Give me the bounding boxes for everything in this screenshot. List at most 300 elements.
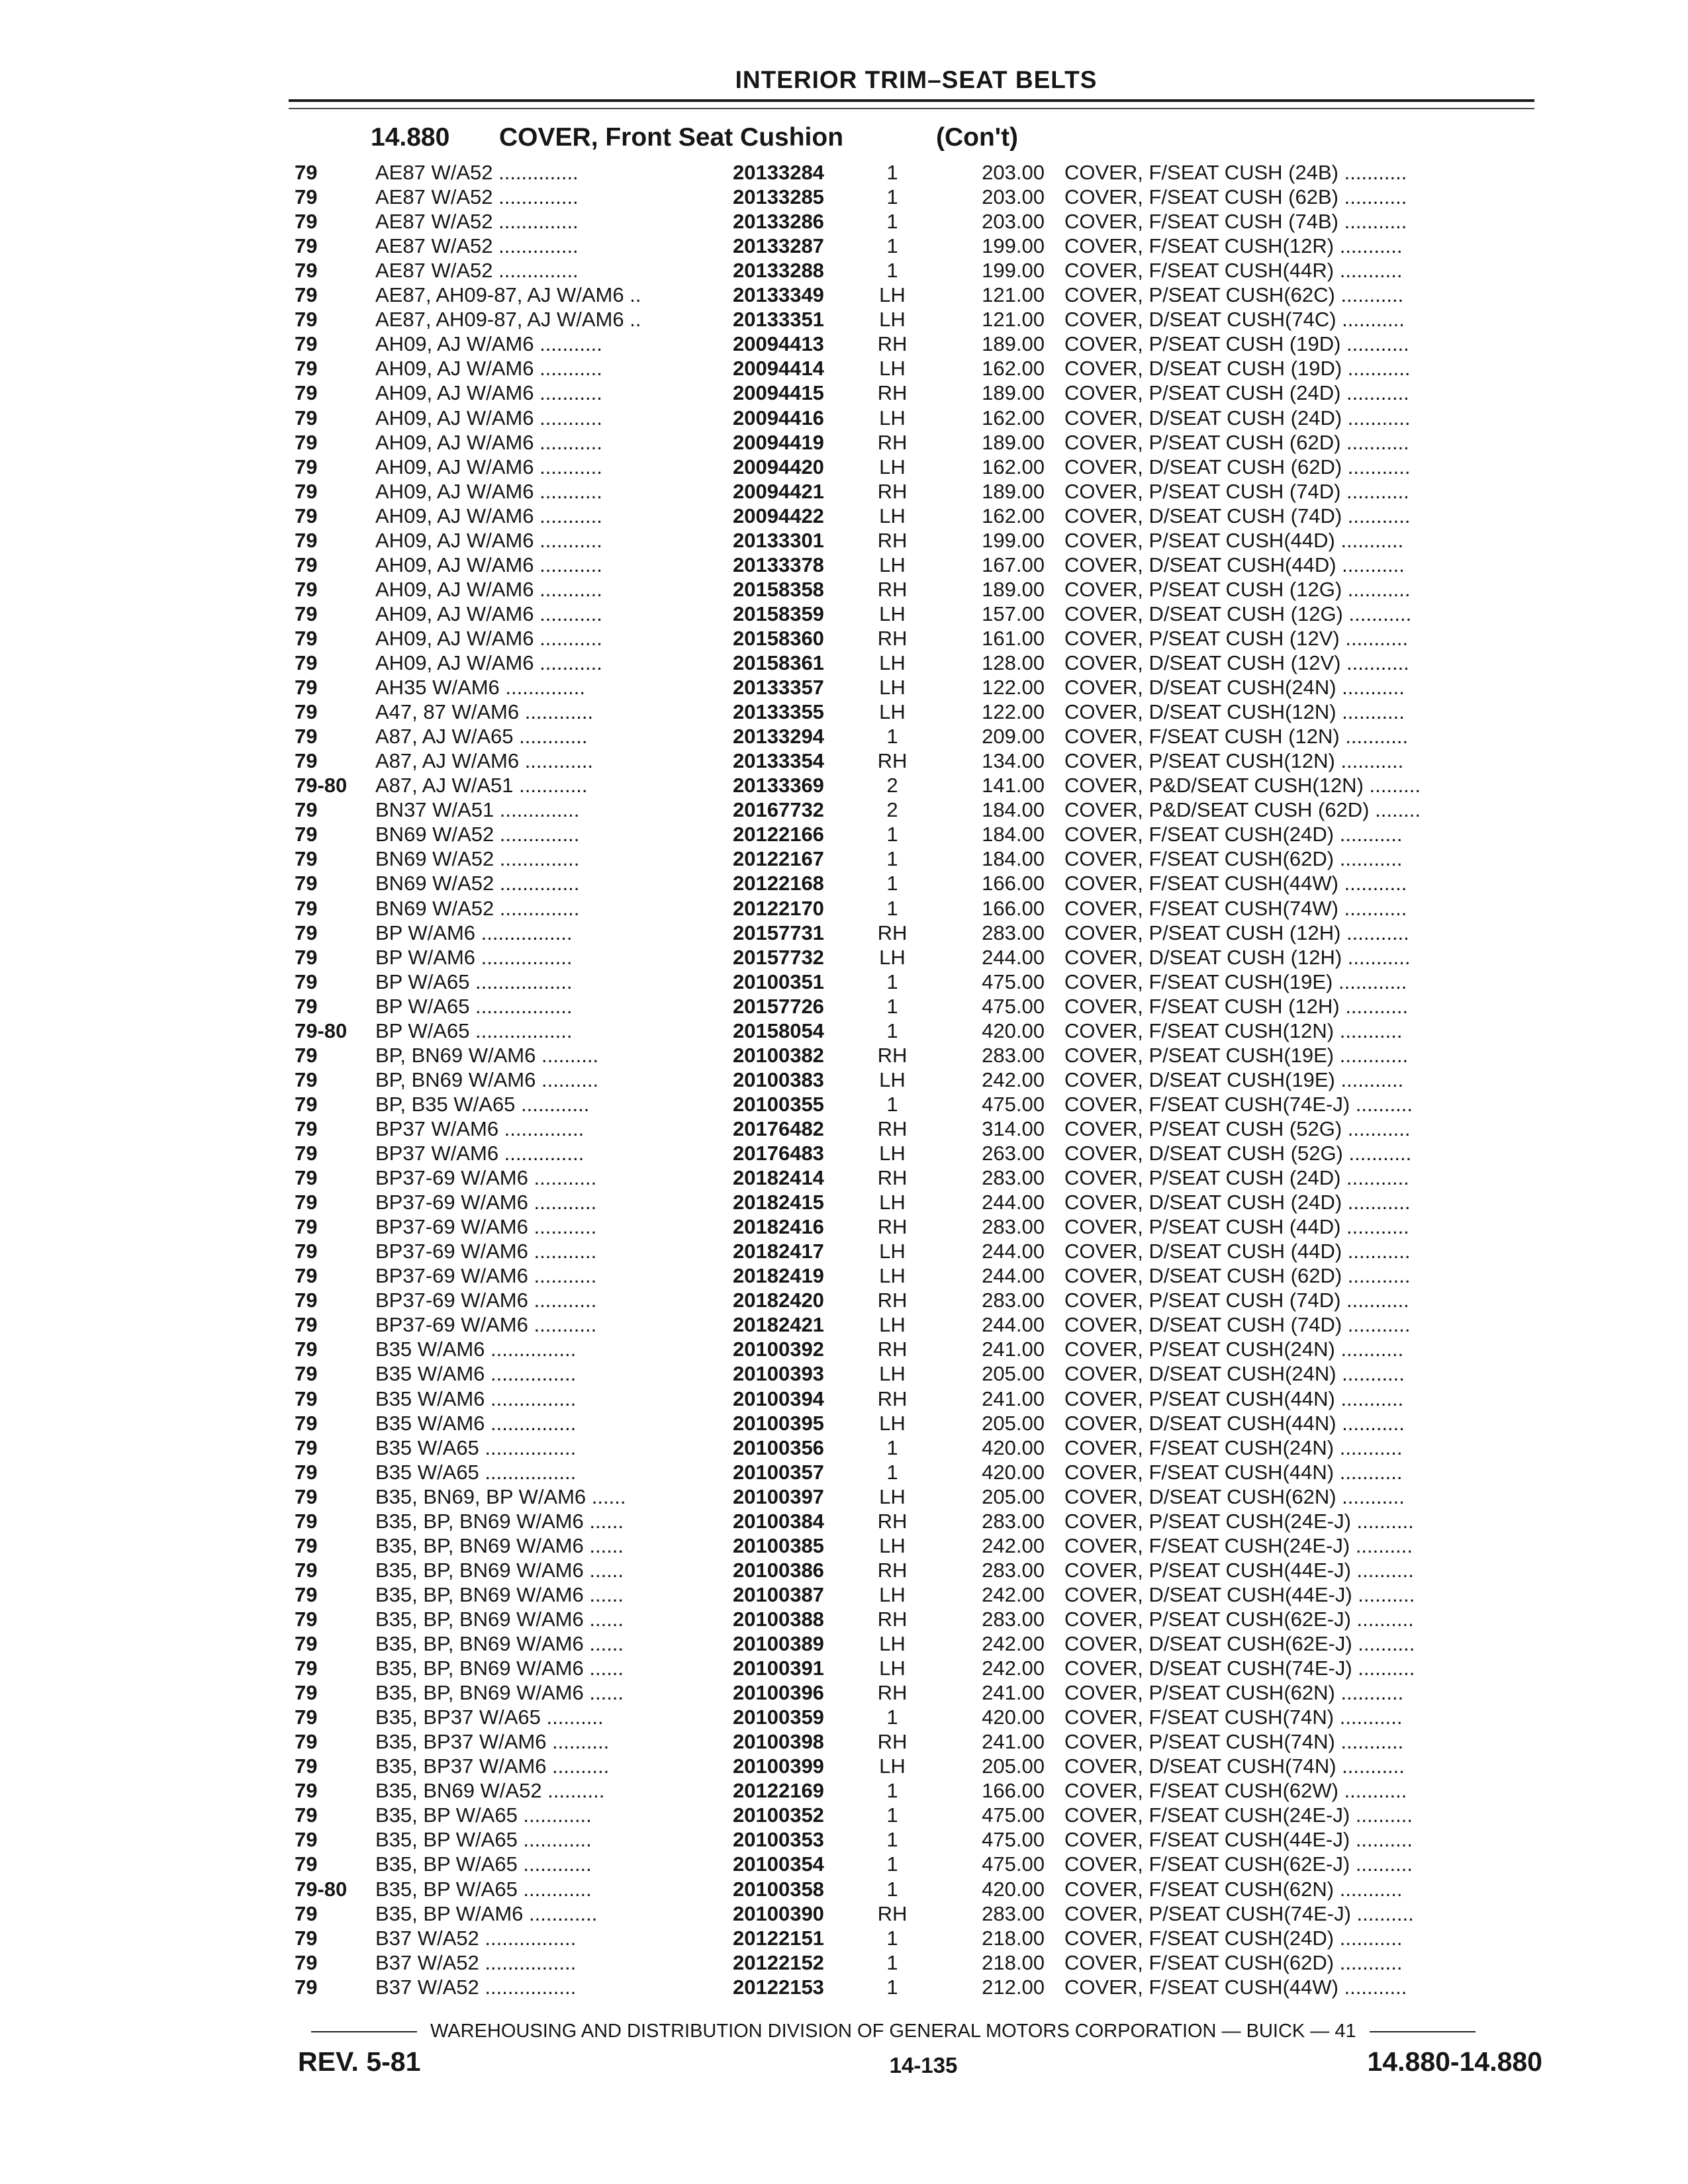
row-year: 79: [295, 1828, 318, 1852]
row-description: COVER, F/SEAT CUSH(24E-J) ..........: [1064, 1803, 1413, 1827]
row-description: COVER, P/SEAT CUSH(74E-J) ..........: [1064, 1901, 1414, 1925]
row-price: 420.00: [982, 1877, 1045, 1901]
row-part-number: 20133285: [733, 185, 824, 209]
row-quantity: 1: [886, 1460, 898, 1484]
row-quantity: 1: [886, 1803, 898, 1827]
row-model: AH09, AJ W/AM6 ...........: [375, 430, 602, 454]
table-row: [0, 1411, 1688, 1435]
row-model: B35, BP W/A65 ............: [375, 1852, 592, 1876]
row-price: 162.00: [982, 357, 1045, 381]
row-price: 209.00: [982, 725, 1045, 749]
row-quantity: RH: [877, 1730, 908, 1754]
row-description: COVER, P/SEAT CUSH (12G) ...........: [1064, 577, 1411, 601]
row-part-number: 20176483: [733, 1142, 824, 1165]
row-year: 79: [295, 1533, 318, 1557]
row-price: 242.00: [982, 1582, 1045, 1606]
row-quantity: LH: [879, 1657, 906, 1680]
row-description: COVER, D/SEAT CUSH (74D) ...........: [1064, 504, 1411, 527]
row-price: 189.00: [982, 430, 1045, 454]
row-year: 79: [295, 1191, 318, 1214]
row-year: 79: [295, 283, 318, 307]
row-price: 283.00: [982, 1558, 1045, 1582]
row-description: COVER, D/SEAT CUSH (62D) ...........: [1064, 1264, 1411, 1288]
row-year: 79-80: [295, 1877, 348, 1901]
row-description: COVER, P/SEAT CUSH(44N) ...........: [1064, 1387, 1404, 1410]
row-model: B37 W/A52 ................: [375, 1950, 577, 1974]
row-price: 283.00: [982, 1215, 1045, 1239]
row-description: COVER, D/SEAT CUSH(74N) ...........: [1064, 1754, 1405, 1778]
row-model: A47, 87 W/AM6 ............: [375, 700, 594, 724]
row-year: 79: [295, 1607, 318, 1631]
table-row: [0, 797, 1688, 822]
row-quantity: 2: [886, 774, 898, 797]
row-model: BP, BN69 W/AM6 ..........: [375, 1068, 599, 1091]
row-description: COVER, P&D/SEAT CUSH(12N) .........: [1064, 774, 1421, 797]
row-quantity: RH: [877, 1289, 908, 1312]
row-price: 244.00: [982, 1191, 1045, 1214]
row-part-number: 20133288: [733, 259, 824, 283]
row-quantity: 1: [886, 234, 898, 258]
row-part-number: 20133284: [733, 161, 824, 184]
row-year: 79-80: [295, 1019, 348, 1042]
row-model: AH09, AJ W/AM6 ...........: [375, 381, 602, 405]
row-model: B35, BP W/A65 ............: [375, 1803, 592, 1827]
continued-label: (Con't): [936, 123, 1019, 152]
row-price: 283.00: [982, 1289, 1045, 1312]
row-price: 218.00: [982, 1950, 1045, 1974]
row-model: B35, BP W/AM6 ............: [375, 1901, 598, 1925]
row-part-number: 20122153: [733, 1975, 824, 1999]
section-heading: [371, 123, 1018, 152]
table-row: [0, 651, 1688, 675]
row-part-number: 20133351: [733, 308, 824, 332]
row-price: 203.00: [982, 210, 1045, 234]
row-quantity: LH: [879, 945, 906, 969]
row-year: 79: [295, 1681, 318, 1705]
row-year: 79: [295, 994, 318, 1018]
row-model: B35, BP W/A65 ............: [375, 1877, 592, 1901]
table-row: [0, 1754, 1688, 1778]
row-part-number: 20122169: [733, 1779, 824, 1803]
table-row: [0, 1729, 1688, 1754]
row-quantity: RH: [877, 1166, 908, 1190]
row-part-number: 20100357: [733, 1460, 824, 1484]
row-price: 157.00: [982, 602, 1045, 625]
row-price: 205.00: [982, 1484, 1045, 1508]
table-row: [0, 1312, 1688, 1337]
table-row: [0, 1926, 1688, 1950]
row-price: 134.00: [982, 749, 1045, 773]
row-description: COVER, F/SEAT CUSH (12N) ...........: [1064, 725, 1409, 749]
row-part-number: 20122152: [733, 1950, 824, 1974]
row-price: 283.00: [982, 1607, 1045, 1631]
row-price: 244.00: [982, 1264, 1045, 1288]
row-description: COVER, F/SEAT CUSH (24B) ...........: [1064, 161, 1407, 184]
row-year: 79: [295, 1901, 318, 1925]
row-part-number: 20100392: [733, 1338, 824, 1361]
row-description: COVER, P/SEAT CUSH (62D) ...........: [1064, 430, 1409, 454]
row-description: COVER, D/SEAT CUSH (24D) ...........: [1064, 406, 1411, 430]
row-quantity: RH: [877, 381, 908, 405]
row-price: 241.00: [982, 1681, 1045, 1705]
row-part-number: 20094416: [733, 406, 824, 430]
row-year: 79: [295, 1950, 318, 1974]
row-quantity: 1: [886, 1779, 898, 1803]
row-price: 475.00: [982, 970, 1045, 993]
row-price: 283.00: [982, 921, 1045, 944]
table-row: [0, 1484, 1688, 1509]
row-year: 79: [295, 1509, 318, 1533]
row-price: 184.00: [982, 823, 1045, 846]
row-description: COVER, P/SEAT CUSH(62E-J) ..........: [1064, 1607, 1414, 1631]
row-year: 79: [295, 1166, 318, 1190]
table-row: [0, 1387, 1688, 1411]
row-year: 79: [295, 823, 318, 846]
row-model: B35 W/AM6 ...............: [375, 1387, 577, 1410]
row-part-number: 20158360: [733, 626, 824, 650]
row-price: 244.00: [982, 1240, 1045, 1263]
row-year: 79: [295, 1411, 318, 1435]
row-quantity: LH: [879, 651, 906, 674]
table-row: [0, 1239, 1688, 1263]
row-part-number: 20133378: [733, 553, 824, 576]
table-row: [0, 994, 1688, 1019]
row-model: AH09, AJ W/AM6 ...........: [375, 406, 602, 430]
table-row: [0, 1975, 1688, 1999]
row-year: 79: [295, 1657, 318, 1680]
row-part-number: 20100393: [733, 1362, 824, 1386]
row-year: 79: [295, 1558, 318, 1582]
row-description: COVER, P/SEAT CUSH (24D) ...........: [1064, 381, 1409, 405]
row-price: 128.00: [982, 651, 1045, 674]
row-price: 121.00: [982, 283, 1045, 307]
row-year: 79: [295, 945, 318, 969]
row-model: BP37-69 W/AM6 ...........: [375, 1240, 597, 1263]
row-quantity: LH: [879, 357, 906, 381]
row-part-number: 20167732: [733, 798, 824, 822]
row-year: 79: [295, 1852, 318, 1876]
row-quantity: 1: [886, 1092, 898, 1116]
row-quantity: RH: [877, 626, 908, 650]
row-price: 189.00: [982, 479, 1045, 503]
table-row: [0, 160, 1688, 185]
row-model: BP W/AM6 ................: [375, 921, 573, 944]
row-part-number: 20122170: [733, 896, 824, 920]
row-description: COVER, D/SEAT CUSH (44D) ...........: [1064, 1240, 1411, 1263]
row-model: AH09, AJ W/AM6 ...........: [375, 602, 602, 625]
row-description: COVER, P/SEAT CUSH(24N) ...........: [1064, 1338, 1404, 1361]
row-price: 166.00: [982, 896, 1045, 920]
row-description: COVER, F/SEAT CUSH(44E-J) ..........: [1064, 1828, 1413, 1852]
row-part-number: 20094413: [733, 332, 824, 356]
table-row: [0, 1214, 1688, 1239]
row-quantity: LH: [879, 1632, 906, 1655]
row-description: COVER, P/SEAT CUSH(44D) ...........: [1064, 528, 1404, 552]
row-part-number: 20122168: [733, 872, 824, 895]
row-price: 283.00: [982, 1166, 1045, 1190]
row-description: COVER, F/SEAT CUSH(24N) ...........: [1064, 1435, 1403, 1459]
row-part-number: 20100397: [733, 1484, 824, 1508]
row-part-number: 20094422: [733, 504, 824, 527]
row-model: AH09, AJ W/AM6 ...........: [375, 577, 602, 601]
table-row: [0, 970, 1688, 994]
row-part-number: 20133287: [733, 234, 824, 258]
row-quantity: 1: [886, 1828, 898, 1852]
table-row: [0, 1877, 1688, 1901]
row-year: 79: [295, 357, 318, 381]
row-price: 166.00: [982, 1779, 1045, 1803]
row-part-number: 20100354: [733, 1852, 824, 1876]
row-part-number: 20100356: [733, 1435, 824, 1459]
row-model: BP37-69 W/AM6 ...........: [375, 1191, 597, 1214]
row-description: COVER, P/SEAT CUSH (12H) ...........: [1064, 921, 1409, 944]
row-description: COVER, D/SEAT CUSH(44D) ...........: [1064, 553, 1405, 576]
row-model: AE87, AH09-87, AJ W/AM6 ..: [375, 283, 641, 307]
row-part-number: 20100351: [733, 970, 824, 993]
row-price: 199.00: [982, 234, 1045, 258]
row-description: COVER, P/SEAT CUSH (12V) ...........: [1064, 626, 1409, 650]
row-description: COVER, D/SEAT CUSH(24N) ...........: [1064, 676, 1405, 700]
table-row: [0, 1068, 1688, 1092]
row-model: BP W/A65 .................: [375, 1019, 573, 1042]
row-model: B35 W/A65 ................: [375, 1435, 577, 1459]
row-price: 241.00: [982, 1387, 1045, 1410]
row-description: COVER, D/SEAT CUSH(19E) ...........: [1064, 1068, 1404, 1091]
row-part-number: 20158054: [733, 1019, 824, 1042]
row-quantity: 1: [886, 1877, 898, 1901]
row-description: COVER, D/SEAT CUSH(24N) ...........: [1064, 1362, 1405, 1386]
row-description: COVER, D/SEAT CUSH (74D) ...........: [1064, 1313, 1411, 1337]
row-part-number: 20182414: [733, 1166, 824, 1190]
row-price: 122.00: [982, 700, 1045, 724]
row-year: 79: [295, 1582, 318, 1606]
row-model: AH09, AJ W/AM6 ...........: [375, 332, 602, 356]
row-quantity: RH: [877, 1558, 908, 1582]
row-quantity: RH: [877, 577, 908, 601]
row-part-number: 20133354: [733, 749, 824, 773]
row-quantity: 1: [886, 185, 898, 209]
row-price: 283.00: [982, 1509, 1045, 1533]
row-part-number: 20182421: [733, 1313, 824, 1337]
row-year: 79: [295, 1068, 318, 1091]
row-description: COVER, P/SEAT CUSH (52G) ...........: [1064, 1116, 1411, 1140]
row-year: 79: [295, 602, 318, 625]
row-quantity: LH: [879, 1411, 906, 1435]
row-model: B35 W/AM6 ...............: [375, 1338, 577, 1361]
row-part-number: 20182419: [733, 1264, 824, 1288]
table-row: [0, 945, 1688, 970]
table-row: [0, 455, 1688, 479]
row-description: COVER, F/SEAT CUSH(74N) ...........: [1064, 1706, 1403, 1729]
row-year: 79: [295, 528, 318, 552]
row-price: 241.00: [982, 1338, 1045, 1361]
row-part-number: 20133349: [733, 283, 824, 307]
row-quantity: LH: [879, 1142, 906, 1165]
row-description: COVER, F/SEAT CUSH(74E-J) ..........: [1064, 1092, 1413, 1116]
row-model: B37 W/A52 ................: [375, 1926, 577, 1950]
row-description: COVER, D/SEAT CUSH (62D) ...........: [1064, 455, 1411, 478]
row-quantity: 1: [886, 1019, 898, 1042]
row-year: 79: [295, 676, 318, 700]
row-model: BN69 W/A52 ..............: [375, 847, 580, 871]
footer-revision: REV. 5-81: [298, 2046, 421, 2077]
row-price: 199.00: [982, 259, 1045, 283]
row-description: COVER, D/SEAT CUSH (52G) ...........: [1064, 1142, 1412, 1165]
row-model: AH09, AJ W/AM6 ...........: [375, 553, 602, 576]
row-description: COVER, D/SEAT CUSH(62E-J) ..........: [1064, 1632, 1415, 1655]
table-row: [0, 1533, 1688, 1558]
row-part-number: 20182420: [733, 1289, 824, 1312]
table-row: [0, 283, 1688, 307]
row-description: COVER, D/SEAT CUSH (19D) ...........: [1064, 357, 1411, 381]
table-row: [0, 700, 1688, 724]
row-description: COVER, P/SEAT CUSH(19E) ............: [1064, 1043, 1409, 1067]
row-price: 314.00: [982, 1116, 1045, 1140]
row-part-number: 20094414: [733, 357, 824, 381]
row-part-number: 20100396: [733, 1681, 824, 1705]
row-year: 79: [295, 1387, 318, 1410]
row-price: 475.00: [982, 994, 1045, 1018]
table-row: [0, 528, 1688, 553]
table-row: [0, 381, 1688, 405]
table-row: [0, 1852, 1688, 1876]
table-row: [0, 1361, 1688, 1386]
row-model: AH09, AJ W/AM6 ...........: [375, 651, 602, 674]
row-quantity: 2: [886, 798, 898, 822]
row-quantity: RH: [877, 479, 908, 503]
row-part-number: 20094419: [733, 430, 824, 454]
footer-rule-right: [1370, 2031, 1476, 2032]
row-model: B35, BP W/A65 ............: [375, 1828, 592, 1852]
row-year: 79: [295, 381, 318, 405]
row-quantity: LH: [879, 504, 906, 527]
row-part-number: 20100384: [733, 1509, 824, 1533]
row-price: 166.00: [982, 872, 1045, 895]
row-quantity: 1: [886, 259, 898, 283]
row-model: B35, BP, BN69 W/AM6 ......: [375, 1533, 624, 1557]
row-part-number: 20133301: [733, 528, 824, 552]
table-row: [0, 430, 1688, 455]
row-price: 167.00: [982, 553, 1045, 576]
row-model: BP37-69 W/AM6 ...........: [375, 1166, 597, 1190]
row-price: 184.00: [982, 847, 1045, 871]
row-part-number: 20182415: [733, 1191, 824, 1214]
row-description: COVER, F/SEAT CUSH (12H) ...........: [1064, 994, 1409, 1018]
row-part-number: 20100385: [733, 1533, 824, 1557]
row-description: COVER, F/SEAT CUSH(74W) ...........: [1064, 896, 1407, 920]
table-row: [0, 846, 1688, 871]
row-model: BP, BN69 W/AM6 ..........: [375, 1043, 599, 1067]
row-description: COVER, F/SEAT CUSH(12R) ...........: [1064, 234, 1403, 258]
row-year: 79: [295, 332, 318, 356]
table-row: [0, 479, 1688, 504]
row-description: COVER, F/SEAT CUSH(12N) ...........: [1064, 1019, 1403, 1042]
row-model: B35, BP, BN69 W/AM6 ......: [375, 1509, 624, 1533]
row-quantity: 1: [886, 994, 898, 1018]
row-model: AH09, AJ W/AM6 ...........: [375, 455, 602, 478]
row-model: AE87 W/A52 ..............: [375, 234, 579, 258]
row-model: B35, BN69, BP W/AM6 ......: [375, 1484, 626, 1508]
row-quantity: RH: [877, 1338, 908, 1361]
row-year: 79: [295, 970, 318, 993]
row-description: COVER, F/SEAT CUSH(62D) ...........: [1064, 1950, 1403, 1974]
row-year: 79: [295, 1116, 318, 1140]
row-year: 79: [295, 1142, 318, 1165]
row-part-number: 20157732: [733, 945, 824, 969]
table-row: [0, 1190, 1688, 1214]
row-year: 79: [295, 798, 318, 822]
table-row: [0, 1337, 1688, 1361]
row-quantity: 1: [886, 1435, 898, 1459]
row-year: 79: [295, 1975, 318, 1999]
row-description: COVER, P/SEAT CUSH (74D) ...........: [1064, 479, 1409, 503]
table-row: [0, 896, 1688, 921]
row-model: AH09, AJ W/AM6 ...........: [375, 479, 602, 503]
row-quantity: 1: [886, 896, 898, 920]
table-row: [0, 1558, 1688, 1582]
row-quantity: RH: [877, 1901, 908, 1925]
row-year: 79: [295, 749, 318, 773]
row-description: COVER, F/SEAT CUSH(44W) ...........: [1064, 1975, 1407, 1999]
row-model: AE87 W/A52 ..............: [375, 210, 579, 234]
row-quantity: RH: [877, 749, 908, 773]
footer-division: WAREHOUSING AND DISTRIBUTION DIVISION OF GENERAL MOTORS CORPORATION — BUICK — 41: [430, 2021, 1356, 2042]
table-row: [0, 1288, 1688, 1312]
table-row: [0, 1092, 1688, 1116]
row-model: B35, BP, BN69 W/AM6 ......: [375, 1632, 624, 1655]
row-description: COVER, P/SEAT CUSH (74D) ...........: [1064, 1289, 1409, 1312]
row-model: AE87 W/A52 ..............: [375, 259, 579, 283]
row-description: COVER, F/SEAT CUSH(44R) ...........: [1064, 259, 1403, 283]
row-quantity: LH: [879, 1754, 906, 1778]
table-row: [0, 1778, 1688, 1803]
row-part-number: 20133286: [733, 210, 824, 234]
table-row: [0, 234, 1688, 258]
table-row: [0, 406, 1688, 430]
row-model: BP37-69 W/AM6 ...........: [375, 1215, 597, 1239]
row-model: A87, AJ W/A51 ............: [375, 774, 588, 797]
row-part-number: 20100394: [733, 1387, 824, 1410]
row-quantity: 1: [886, 1975, 898, 1999]
row-price: 161.00: [982, 626, 1045, 650]
row-quantity: 1: [886, 823, 898, 846]
row-price: 475.00: [982, 1092, 1045, 1116]
row-quantity: 1: [886, 1706, 898, 1729]
row-year: 79: [295, 847, 318, 871]
row-year: 79: [295, 1435, 318, 1459]
table-row: [0, 258, 1688, 283]
row-quantity: RH: [877, 1116, 908, 1140]
row-part-number: 20157731: [733, 921, 824, 944]
row-part-number: 20158358: [733, 577, 824, 601]
table-row: [0, 921, 1688, 945]
row-price: 205.00: [982, 1754, 1045, 1778]
row-quantity: RH: [877, 528, 908, 552]
row-description: COVER, F/SEAT CUSH (74B) ...........: [1064, 210, 1407, 234]
row-price: 205.00: [982, 1362, 1045, 1386]
row-quantity: LH: [879, 1533, 906, 1557]
table-row: [0, 1141, 1688, 1165]
row-year: 79: [295, 1632, 318, 1655]
row-price: 189.00: [982, 332, 1045, 356]
row-part-number: 20158359: [733, 602, 824, 625]
row-price: 184.00: [982, 798, 1045, 822]
row-year: 79: [295, 1460, 318, 1484]
row-model: B37 W/A52 ................: [375, 1975, 577, 1999]
row-model: B35, BP37 W/AM6 ..........: [375, 1730, 610, 1754]
row-price: 263.00: [982, 1142, 1045, 1165]
section-name: COVER, Front Seat Cushion: [499, 123, 844, 152]
